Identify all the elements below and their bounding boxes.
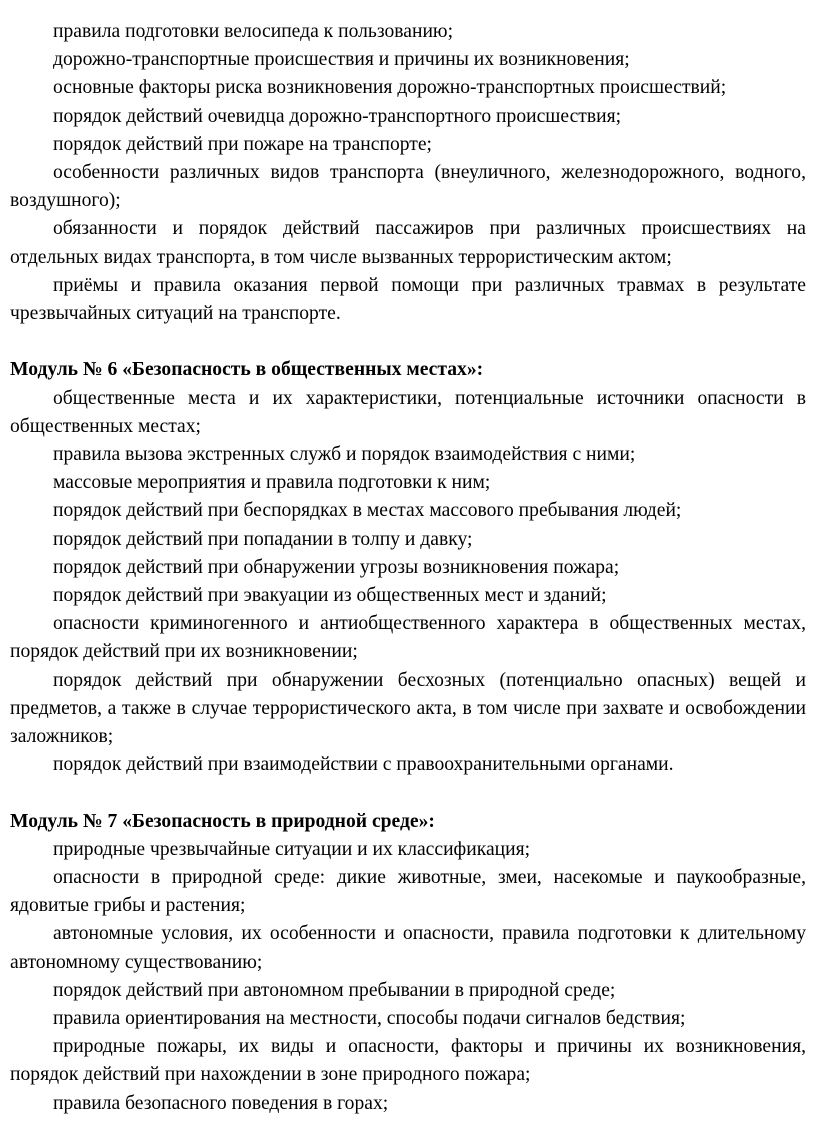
list-item: общественные места и их характеристики, потенциальные источники опасности в общественных местах;: [10, 387, 806, 437]
list-item: опасности в природной среде: дикие животные, змеи, насекомые и паукообразные, ядовитые грибы и растения;: [10, 867, 806, 917]
list-item: основные факторы риска возникновения дорожно-транспортных происшествий;: [53, 77, 727, 99]
list-item: порядок действий при обнаружении бесхозных (потенциально опасных) вещей и предметов, а также в случае террористического акта, в том числе при захвате и освобождении заложников;: [10, 669, 806, 748]
list-item: приёмы и правила оказания первой помощи при различных травмах в результате чрезвычайных ситуаций на транспорте.: [10, 274, 806, 325]
list-item: порядок действий при беспорядках в местах массового пребывания людей;: [53, 500, 682, 522]
list-item: порядок действий при пожаре на транспорте;: [53, 133, 432, 155]
list-item: правила безопасного поведения в горах;: [53, 1092, 389, 1114]
list-item: порядок действий при эвакуации из общественных мест и зданий;: [53, 585, 607, 607]
module-6-heading: Модуль № 6 «Безопасность в общественных местах»:: [10, 359, 484, 381]
list-item: порядок действий при обнаружении угрозы возникновения пожара;: [53, 556, 620, 578]
list-item: правила ориентирования на местности, способы подачи сигналов бедствия;: [53, 1008, 686, 1030]
list-item: особенности различных видов транспорта (внеуличного, железнодорожного, водного, воздушного);: [10, 162, 806, 212]
list-item: обязанности и порядок действий пассажиров при различных происшествиях на отдельных видах транспорта, в том числе вызванных террористическим актом;: [10, 218, 806, 268]
paragraph-gap: [10, 779, 806, 807]
list-item: массовые мероприятия и правила подготовки к ним;: [53, 472, 491, 494]
list-item: порядок действий очевидца дорожно-транспортного происшествия;: [53, 105, 622, 127]
module-7-heading: Модуль № 7 «Безопасность в природной среде»:: [10, 810, 435, 832]
list-item: опасности криминогенного и антиобщественного характера в общественных местах, порядок действий при их возникновении;: [10, 613, 806, 663]
list-item: порядок действий при автономном пребывании в природной среде;: [53, 979, 616, 1001]
list-item: автономные условия, их особенности и опасности, правила подготовки к длительному автономному существованию;: [10, 923, 806, 973]
list-item: природные чрезвычайные ситуации и их классификация;: [53, 838, 531, 860]
list-item: порядок действий при попадании в толпу и давку;: [53, 528, 473, 550]
list-item: природные пожары, их виды и опасности, факторы и причины их возникновения, порядок действий при нахождении в зоне природного пожара;: [10, 1036, 806, 1086]
list-item: порядок действий при взаимодействии с правоохранительными органами.: [53, 754, 674, 776]
list-item: правила вызова экстренных служб и порядок взаимодействия с ними;: [53, 444, 636, 466]
list-item: дорожно-транспортные происшествия и причины их возникновения;: [53, 49, 630, 71]
paragraph-gap: [10, 328, 806, 356]
list-item: правила подготовки велосипеда к пользованию;: [53, 21, 454, 42]
